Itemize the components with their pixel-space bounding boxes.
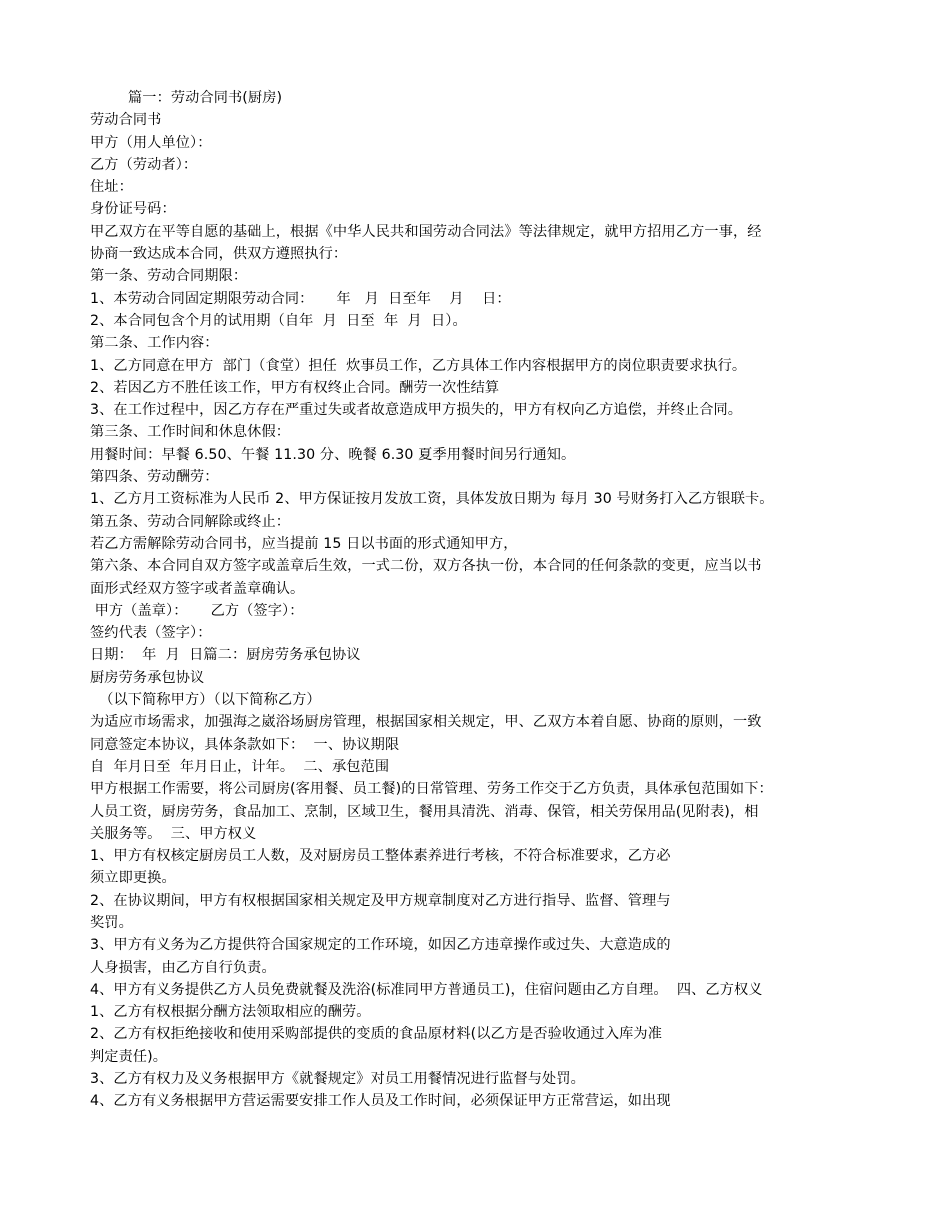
text-line: 2、本合同包含个月的试用期（自年 月 日至 年 月 日）。 xyxy=(90,312,467,329)
text-line: 甲方根据工作需要，将公司厨房(客用餐、员工餐)的日常管理、劳务工作交于乙方负责，具体承包范围如下： xyxy=(90,781,773,798)
text-line: 厨房劳务承包协议 xyxy=(90,669,205,686)
text-line: 3、在工作过程中，因乙方存在严重过失或者故意造成甲方损失的，甲方有权向乙方追偿，并终止合同。 xyxy=(90,402,743,419)
text-line: 1、乙方同意在甲方 部门（食堂）担任 炊事员工作，乙方具体工作内容根据甲方的岗位职责要求执行。 xyxy=(90,357,747,374)
text-line: 人员工资，厨房劳务，食品加工、烹制，区域卫生，餐用具清洗、消毒、保管，相关劳保用品(见附表)，相 xyxy=(90,803,759,820)
text-line: 乙方（劳动者）： xyxy=(90,156,198,173)
text-line: 甲方（用人单位）： xyxy=(90,134,212,151)
text-line: 人身损害，由乙方自行负责。 xyxy=(90,959,276,976)
text-line: 1、乙方有权根据分酬方法领取相应的酬劳。 xyxy=(90,1004,371,1021)
text-line: 第六条、本合同自双方签字或盖章后生效，一式二份，双方各执一份，本合同的任何条款的变更，应当以书 xyxy=(90,558,762,575)
text-line: 住址： xyxy=(90,179,133,196)
text-line: 1、本劳动合同固定期限劳动合同： 年 月 日至年 月 日： xyxy=(90,290,511,307)
text-line: 为适应市场需求，加强海之崴浴场厨房管理，根据国家相关规定，甲、乙双方本着自愿、协商的原则，一致 xyxy=(90,714,762,731)
text-line: 关服务等。 三、甲方权义 xyxy=(90,825,257,842)
text-line: 用餐时间：早餐 6.50、午餐 11.30 分、晚餐 6.30 夏季用餐时间另行通知。 xyxy=(90,446,576,463)
text-line: 身份证号码： xyxy=(90,201,176,218)
section-heading: 第五条、劳动合同解除或终止： xyxy=(90,513,291,530)
document-body xyxy=(90,87,870,1113)
section-heading: 第一条、劳动合同期限： xyxy=(90,268,248,285)
signature-line: 签约代表（签字）： xyxy=(90,625,212,642)
text-line: 2、乙方有权拒绝接收和使用采购部提供的变质的食品原材料(以乙方是否验收通过入库为准 xyxy=(90,1026,662,1043)
section-heading: 第二条、工作内容： xyxy=(90,335,219,352)
text-line: 协商一致达成本合同，供双方遵照执行： xyxy=(90,246,348,263)
text-line: 须立即更换。 xyxy=(90,870,176,887)
text-line: 1、乙方月工资标准为人民币 2、甲方保证按月发放工资，具体发放日期为 每月 30 号财务打入乙方银联卡。 xyxy=(90,491,774,508)
text-line: 3、甲方有义务为乙方提供符合国家规定的工作环境，如因乙方违章操作或过失、大意造成的 xyxy=(90,937,671,954)
text-line: 2、在协议期间，甲方有权根据国家相关规定及甲方规章制度对乙方进行指导、监督、管理与 xyxy=(90,892,671,909)
text-line: 劳动合同书 xyxy=(90,112,162,129)
section-heading: 第四条、劳动酬劳： xyxy=(90,469,219,486)
text-line: 自 年月日至 年月日止，计年。 二、承包范围 xyxy=(90,758,390,775)
text-line: 4、乙方有义务根据甲方营运需要安排工作人员及工作时间，必须保证甲方正常营运，如出现 xyxy=(90,1093,671,1110)
text-line: 若乙方需解除劳动合同书，应当提前 15 日以书面的形式通知甲方， xyxy=(90,535,518,552)
date-line: 日期： 年 月 日篇二：厨房劳务承包协议 xyxy=(90,647,361,664)
text-line: 1、甲方有权核定厨房员工人数，及对厨房员工整体素养进行考核，不符合标准要求，乙方必 xyxy=(90,848,671,865)
text-line: 4、甲方有义务提供乙方人员免费就餐及洗浴(标准同甲方普通员工)，住宿问题由乙方自理。 四、乙方权义 xyxy=(90,981,763,998)
text-line: 同意签定本协议，具体条款如下： 一、协议期限 xyxy=(90,736,400,753)
document-title: 篇一：劳动合同书(厨房) xyxy=(128,90,283,106)
text-line: 3、乙方有权力及义务根据甲方《就餐规定》对员工用餐情况进行监督与处罚。 xyxy=(90,1071,585,1088)
signature-line: 甲方（盖章）： 乙方（签字）： xyxy=(90,602,304,619)
text-line: （以下简称甲方）（以下简称乙方） xyxy=(90,692,321,709)
text-line: 面形式经双方签字或者盖章确认。 xyxy=(90,580,305,597)
section-heading: 第三条、工作时间和休息休假： xyxy=(90,424,291,441)
text-line: 奖罚。 xyxy=(90,914,133,931)
text-line: 甲乙双方在平等自愿的基础上，根据《中华人民共和国劳动合同法》等法律规定，就甲方招用乙方一事，经 xyxy=(90,223,762,240)
text-line: 判定责任)。 xyxy=(90,1048,168,1065)
text-line: 2、若因乙方不胜任该工作，甲方有权终止合同。酬劳一次性结算 xyxy=(90,379,500,396)
